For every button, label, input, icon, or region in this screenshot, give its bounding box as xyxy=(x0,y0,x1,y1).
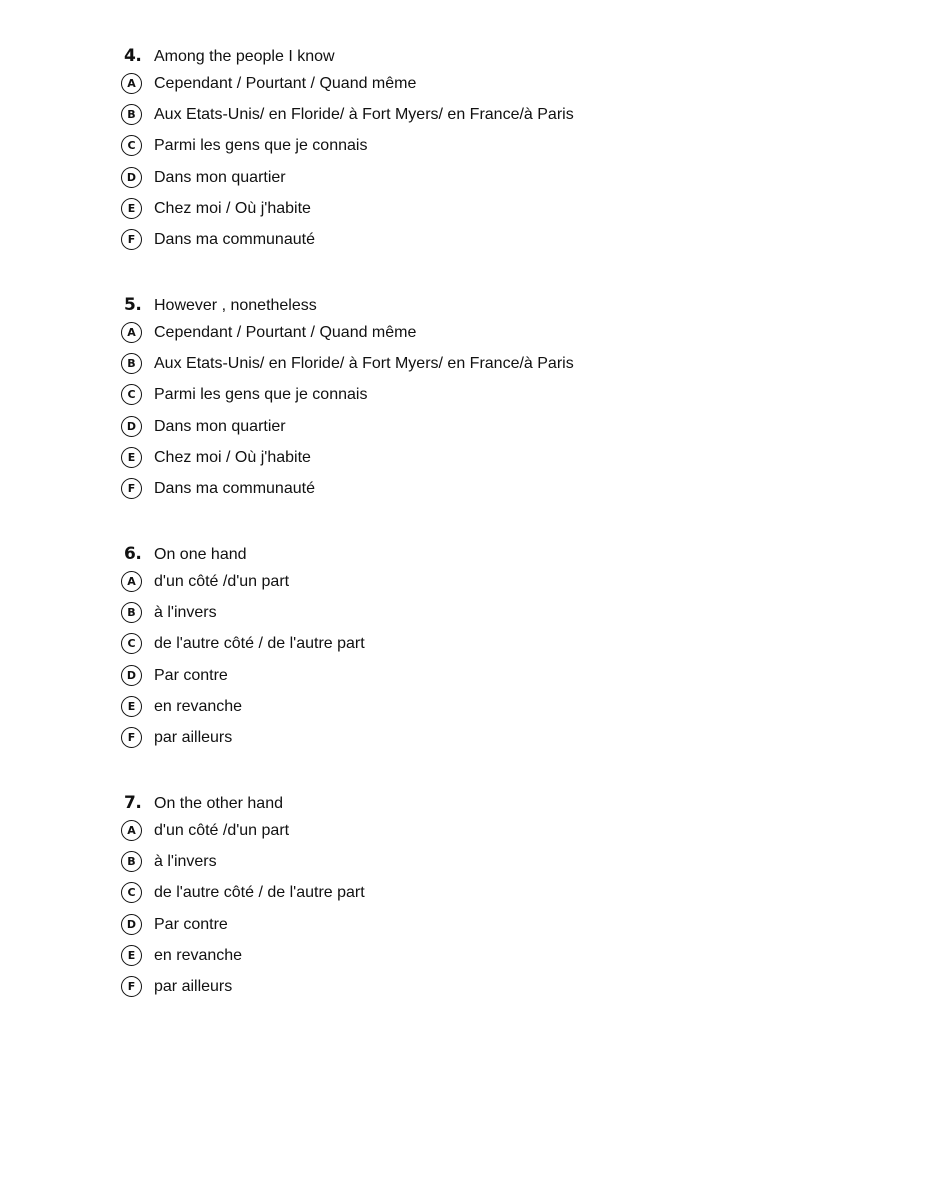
option-f[interactable] xyxy=(120,477,820,508)
question-number: 5. xyxy=(124,295,142,315)
question-header xyxy=(120,792,820,816)
option-text[interactable]: de l'autre côté / de l'autre part xyxy=(154,884,365,902)
option-a[interactable] xyxy=(120,321,820,352)
question-header xyxy=(120,294,820,318)
question-number: 7. xyxy=(124,793,142,813)
option-text[interactable]: à l'invers xyxy=(154,604,217,622)
option-c[interactable] xyxy=(120,134,820,165)
option-text[interactable]: Parmi les gens que je connais xyxy=(154,386,368,404)
option-circle-icon[interactable]: F xyxy=(121,478,142,499)
option-e[interactable] xyxy=(120,944,820,975)
option-f[interactable] xyxy=(120,726,820,757)
option-circle-icon[interactable]: E xyxy=(121,198,142,219)
question-prompt: However , nonetheless xyxy=(154,297,317,314)
option-text[interactable]: Dans mon quartier xyxy=(154,417,286,435)
option-f[interactable] xyxy=(120,975,820,1006)
question-6 xyxy=(120,543,820,757)
option-b[interactable] xyxy=(120,850,820,881)
option-circle-icon[interactable]: E xyxy=(121,447,142,468)
question-number: 6. xyxy=(124,544,142,564)
option-text[interactable]: d'un côté /d'un part xyxy=(154,573,290,590)
option-circle-icon[interactable]: B xyxy=(121,602,142,623)
option-circle-icon[interactable]: E xyxy=(121,945,142,966)
option-a[interactable] xyxy=(120,72,820,103)
option-circle-icon[interactable]: B xyxy=(121,353,142,374)
option-c[interactable] xyxy=(120,383,820,414)
option-circle-icon[interactable]: B xyxy=(121,851,142,872)
question-prompt: On the other hand xyxy=(154,795,283,812)
option-f[interactable] xyxy=(120,228,820,259)
option-circle-icon[interactable]: D xyxy=(121,665,142,686)
option-text[interactable]: par ailleurs xyxy=(154,728,233,746)
option-c[interactable] xyxy=(120,632,820,663)
option-text[interactable]: par ailleurs xyxy=(154,977,233,995)
question-prompt: On one hand xyxy=(154,546,247,563)
option-text[interactable]: Par contre xyxy=(154,666,228,684)
option-b[interactable] xyxy=(120,103,820,134)
option-text[interactable]: Aux Etats-Unis/ en Floride/ à Fort Myers/ en France/à Paris xyxy=(154,106,574,124)
option-text[interactable]: Aux Etats-Unis/ en Floride/ à Fort Myers/ en France/à Paris xyxy=(154,355,574,373)
question-header xyxy=(120,45,820,69)
option-a[interactable] xyxy=(120,570,820,601)
option-circle-icon[interactable]: F xyxy=(121,976,142,997)
option-text[interactable]: Cependant / Pourtant / Quand même xyxy=(154,324,417,341)
option-circle-icon[interactable]: C xyxy=(121,882,142,903)
option-circle-icon[interactable]: A xyxy=(121,820,142,841)
question-4 xyxy=(120,45,820,259)
option-b[interactable] xyxy=(120,601,820,632)
option-text[interactable]: de l'autre côté / de l'autre part xyxy=(154,635,365,653)
option-text[interactable]: d'un côté /d'un part xyxy=(154,822,290,839)
option-c[interactable] xyxy=(120,881,820,912)
option-circle-icon[interactable]: D xyxy=(121,167,142,188)
option-d[interactable] xyxy=(120,913,820,944)
option-circle-icon[interactable]: E xyxy=(121,696,142,717)
option-circle-icon[interactable]: C xyxy=(121,633,142,654)
option-text[interactable]: à l'invers xyxy=(154,853,217,871)
option-text[interactable]: Dans mon quartier xyxy=(154,168,286,186)
option-text[interactable]: Chez moi / Où j'habite xyxy=(154,199,311,217)
option-d[interactable] xyxy=(120,415,820,446)
option-text[interactable]: en revanche xyxy=(154,697,243,715)
question-prompt: Among the people I know xyxy=(154,48,335,65)
option-a[interactable] xyxy=(120,819,820,850)
option-circle-icon[interactable]: F xyxy=(121,727,142,748)
option-circle-icon[interactable]: D xyxy=(121,914,142,935)
option-text[interactable]: Cependant / Pourtant / Quand même xyxy=(154,75,417,92)
option-b[interactable] xyxy=(120,352,820,383)
option-e[interactable] xyxy=(120,197,820,228)
option-circle-icon[interactable]: B xyxy=(121,104,142,125)
question-7 xyxy=(120,792,820,1006)
option-circle-icon[interactable]: A xyxy=(121,322,142,343)
option-text[interactable]: Dans ma communauté xyxy=(154,479,315,497)
option-circle-icon[interactable]: F xyxy=(121,229,142,250)
option-text[interactable]: Par contre xyxy=(154,915,228,933)
option-e[interactable] xyxy=(120,695,820,726)
question-5 xyxy=(120,294,820,508)
option-circle-icon[interactable]: C xyxy=(121,135,142,156)
question-header xyxy=(120,543,820,567)
option-d[interactable] xyxy=(120,166,820,197)
option-text[interactable]: Chez moi / Où j'habite xyxy=(154,448,311,466)
option-text[interactable]: en revanche xyxy=(154,946,243,964)
option-circle-icon[interactable]: A xyxy=(121,73,142,94)
option-circle-icon[interactable]: C xyxy=(121,384,142,405)
option-d[interactable] xyxy=(120,664,820,695)
option-circle-icon[interactable]: D xyxy=(121,416,142,437)
option-text[interactable]: Parmi les gens que je connais xyxy=(154,137,368,155)
option-text[interactable]: Dans ma communauté xyxy=(154,230,315,248)
option-e[interactable] xyxy=(120,446,820,477)
option-circle-icon[interactable]: A xyxy=(121,571,142,592)
question-number: 4. xyxy=(124,46,142,66)
